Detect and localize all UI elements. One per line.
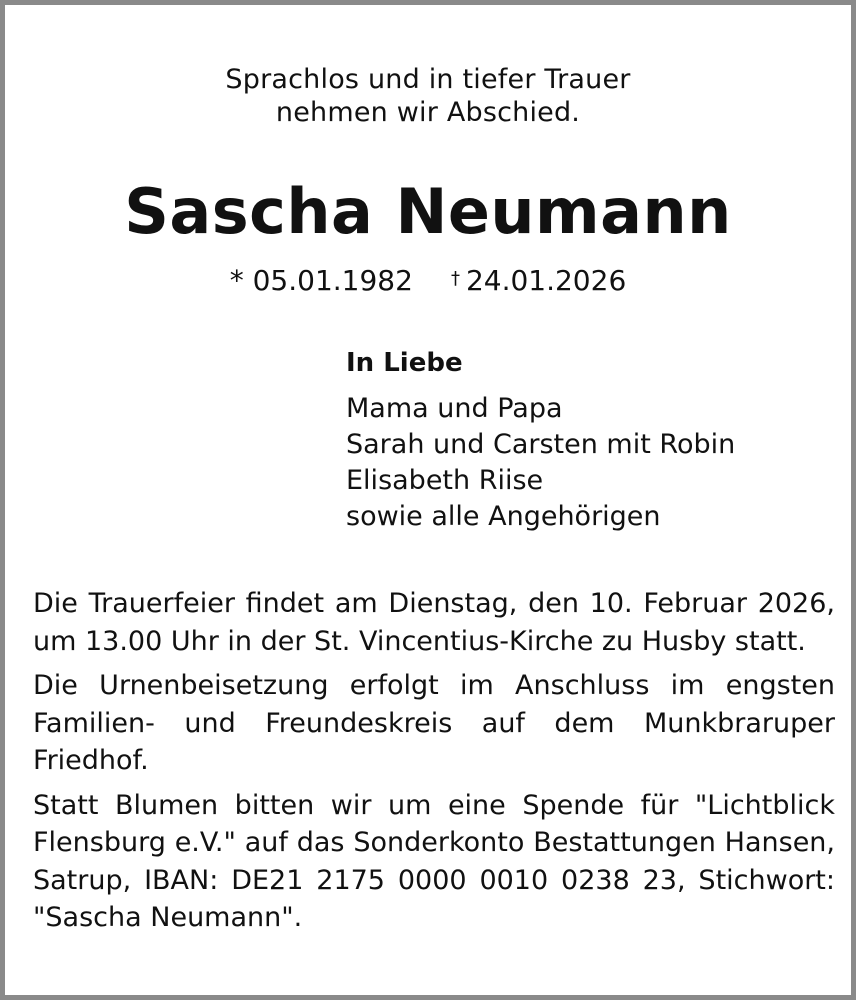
mourners-heading: In Liebe bbox=[346, 348, 463, 378]
mourner-line: Elisabeth Riise bbox=[346, 465, 544, 496]
funeral-service-paragraph: Die Trauerfeier findet am Dienstag, den 10. Februar 2026, um 13.00 Uhr in der St. Vincentius-Kirche zu Husby statt. bbox=[33, 588, 835, 657]
donation-paragraph: Statt Blumen bitten wir um eine Spende für "Lichtblick Flensburg e.V." auf das Sonderkonto Bestattungen Hansen, Satrup, IBAN: DE21 2175 0000 0010 0238 23, Stichwort: "Sascha Neumann". bbox=[33, 789, 835, 933]
death-date: 24.01.2026 bbox=[465, 264, 627, 297]
burial-paragraph: Die Urnenbeisetzung erfolgt im Anschluss im engsten Familien- und Freundeskreis auf dem Munkbraruper Friedhof. bbox=[33, 670, 835, 776]
mourner-line: Mama und Papa bbox=[346, 393, 563, 424]
deceased-name: Sascha Neumann bbox=[124, 175, 732, 248]
intro-line: Sprachlos und in tiefer Trauer bbox=[225, 64, 631, 95]
mourners-block bbox=[346, 345, 826, 535]
mourner-line: sowie alle Angehörigen bbox=[346, 501, 661, 532]
intro-text bbox=[5, 63, 851, 129]
details-text bbox=[33, 585, 835, 944]
mourner-line: Sarah und Carsten mit Robin bbox=[346, 429, 736, 460]
cross-icon: † bbox=[450, 268, 460, 289]
intro-line: nehmen wir Abschied. bbox=[275, 97, 581, 128]
birth-date: * 05.01.1982 bbox=[229, 264, 413, 297]
life-dates bbox=[5, 261, 851, 299]
